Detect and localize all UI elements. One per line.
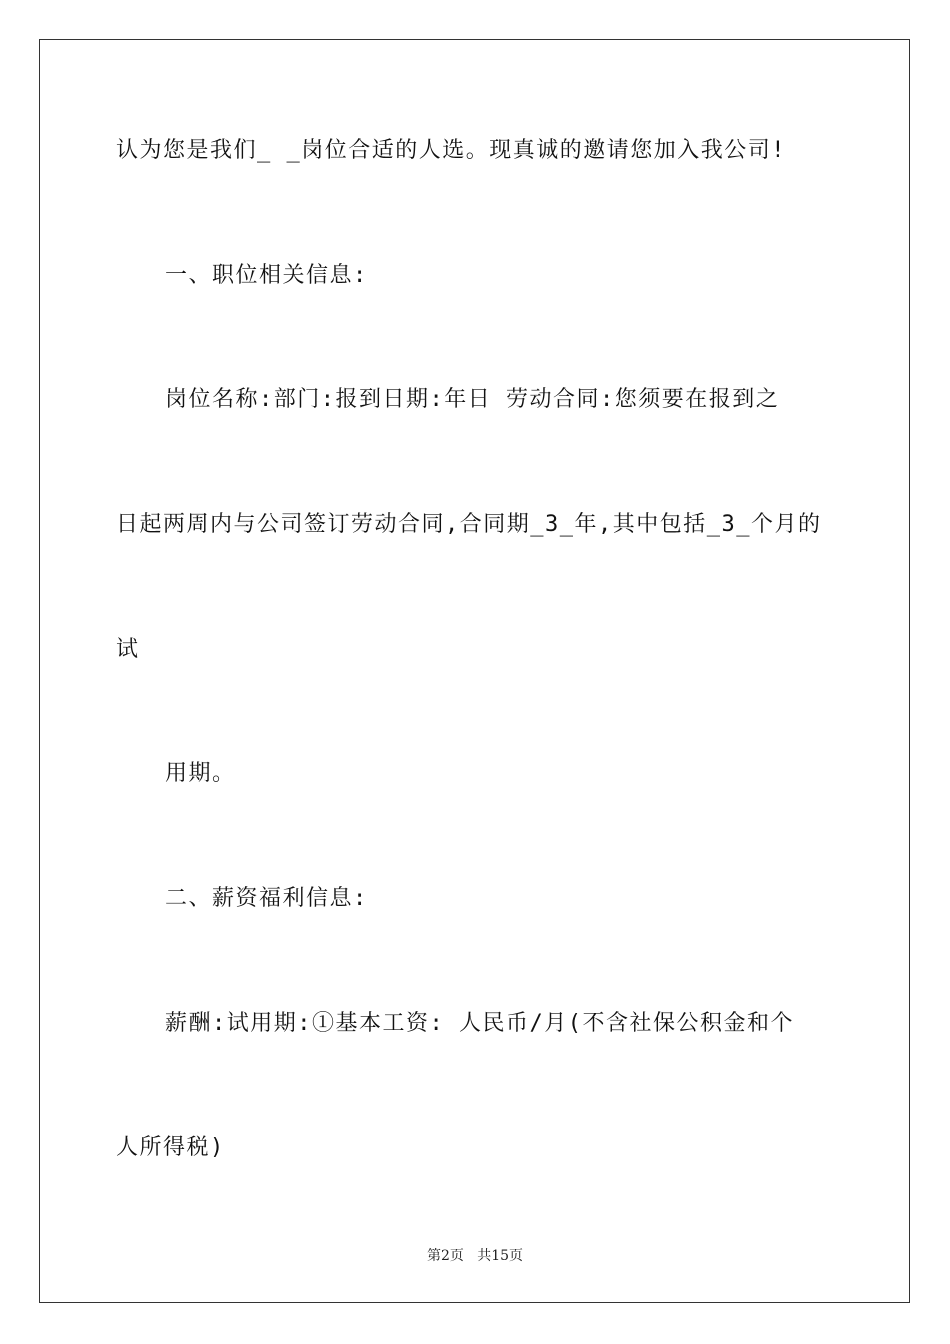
body-text-line: 日起两周内与公司签订劳动合同,合同期_3_年,其中包括_3_个月的 — [116, 512, 822, 537]
body-text-line: 岗位名称:部门:报到日期:年日 劳动合同:您须要在报到之 — [165, 387, 780, 412]
page-border — [39, 39, 910, 1303]
body-text-line: 试 — [116, 637, 140, 662]
body-text-line: 用期。 — [165, 761, 236, 786]
section-heading-position-info: 一、职位相关信息: — [165, 263, 368, 288]
page-number-footer: 第2页 共15页 — [426, 1248, 524, 1264]
body-text-line: 认为您是我们_ _岗位合适的人选。现真诚的邀请您加入我公司! — [116, 138, 786, 163]
body-text-line: 薪酬:试用期:①基本工资: 人民币/月(不含社保公积金和个 — [165, 1011, 794, 1036]
body-text-line: 人所得税) — [116, 1135, 225, 1160]
section-heading-salary-benefits: 二、薪资福利信息: — [165, 886, 368, 911]
